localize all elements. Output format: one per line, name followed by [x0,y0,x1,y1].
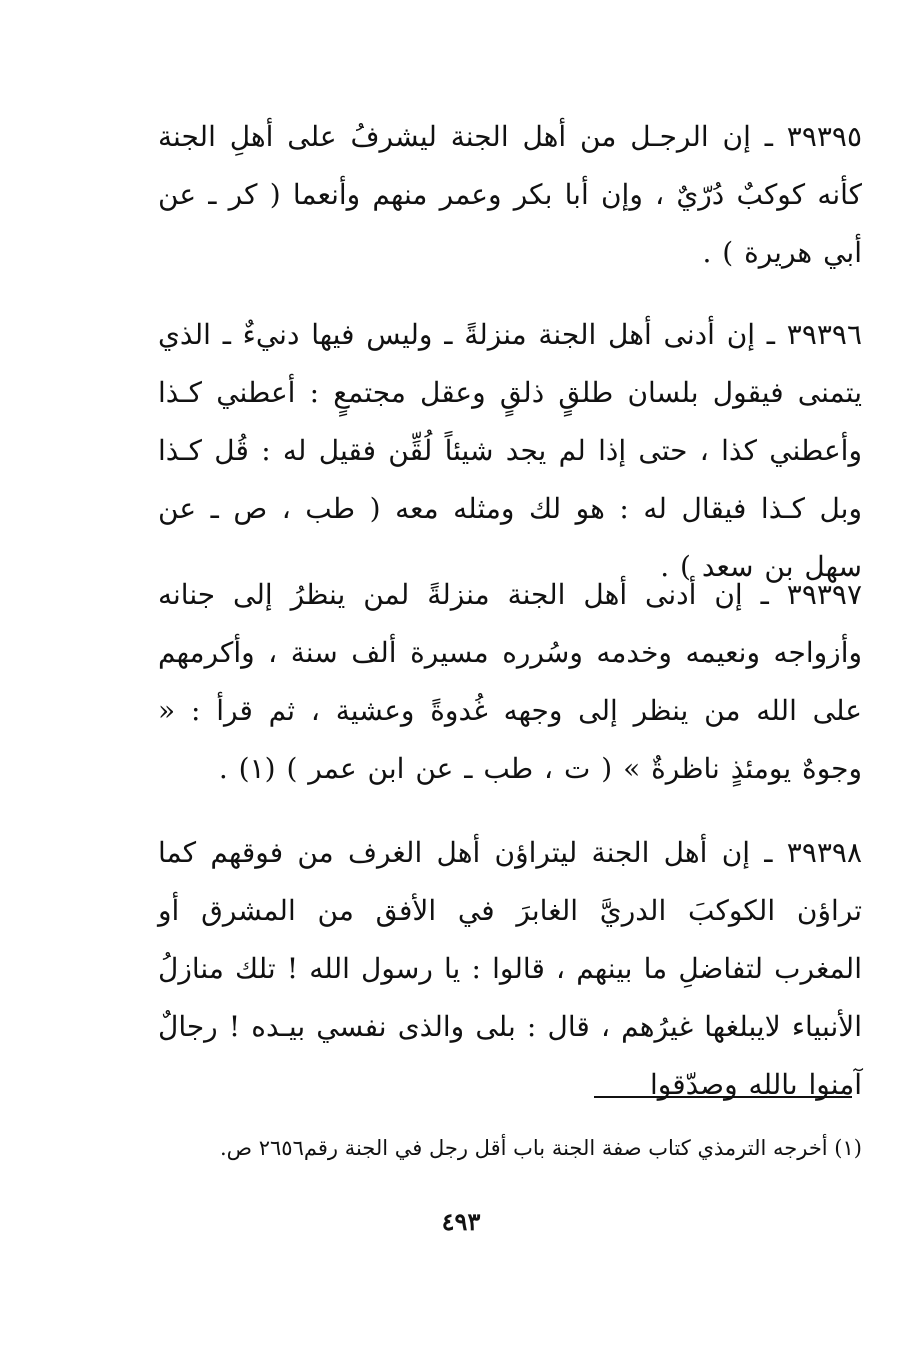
hadith-entry-39398 [158,824,862,1114]
hadith-text: ٣٩٣٩٥ ـ إن الرجـل من أهل الجنة ليشرفُ على أهلِ الجنة كأنه كوكبٌ دُرّيٌ ، وإن أبا بكر وعمر منهم وأنعما ( كر ـ عن أبي هريرة ) . [158,120,862,269]
footnote-divider [594,1096,852,1098]
hadith-entry-39395 [158,108,862,282]
hadith-text: ٣٩٣٩٦ ـ إن أدنى أهل الجنة منزلةً ـ وليس فيها دنيءٌ ـ الذي يتمنى فيقول بلسان طلقٍ ذلقٍ وعقل مجتمعٍ : أعطني كـذا وأعطني كذا ، حتى إذا لم يجد شيئاً لُقِّن فقيل له : قُل كـذا وبل كـذا فيقال له : هو لك ومثله معه ( طب ، ص ـ عن سهل بن سعد ) . [158,318,862,583]
page-number: ٤٩٣ [441,1207,481,1236]
hadith-text: ٣٩٣٩٧ ـ إن أدنى أهل الجنة منزلةً لمن ينظرُ إلى جنانه وأزواجه ونعيمه وخدمه وسُرره مسيرة ألف سنة ، وأكرمهم على الله من ينظر إلى وجهه غُدوةً وعشية ، ثم قرأ : « وجوهٌ يومئذٍ ناظرةٌ » ( ت ، طب ـ عن ابن عمر ) (١) . [158,578,862,785]
hadith-entry-39397 [158,566,862,798]
footnote: (١) أخرجه الترمذي كتاب صفة الجنة باب أقل رجل في الجنة رقم٢٦٥٦ ص. [220,1136,862,1160]
hadith-entry-39396 [158,306,862,596]
hadith-text: ٣٩٣٩٨ ـ إن أهل الجنة ليتراؤن أهل الغرف من فوقهم كما تراؤن الكوكبَ الدريَّ الغابرَ في الأفق من المشرق أو المغرب لتفاضلِ ما بينهم ، قالوا : يا رسول الله ! تلك منازلُ الأنبياء لايبلغها غيرُهم ، قال : بلى والذى نفسي بيـده ! رجالٌ آمنوا بالله وصدّقوا [158,836,862,1101]
